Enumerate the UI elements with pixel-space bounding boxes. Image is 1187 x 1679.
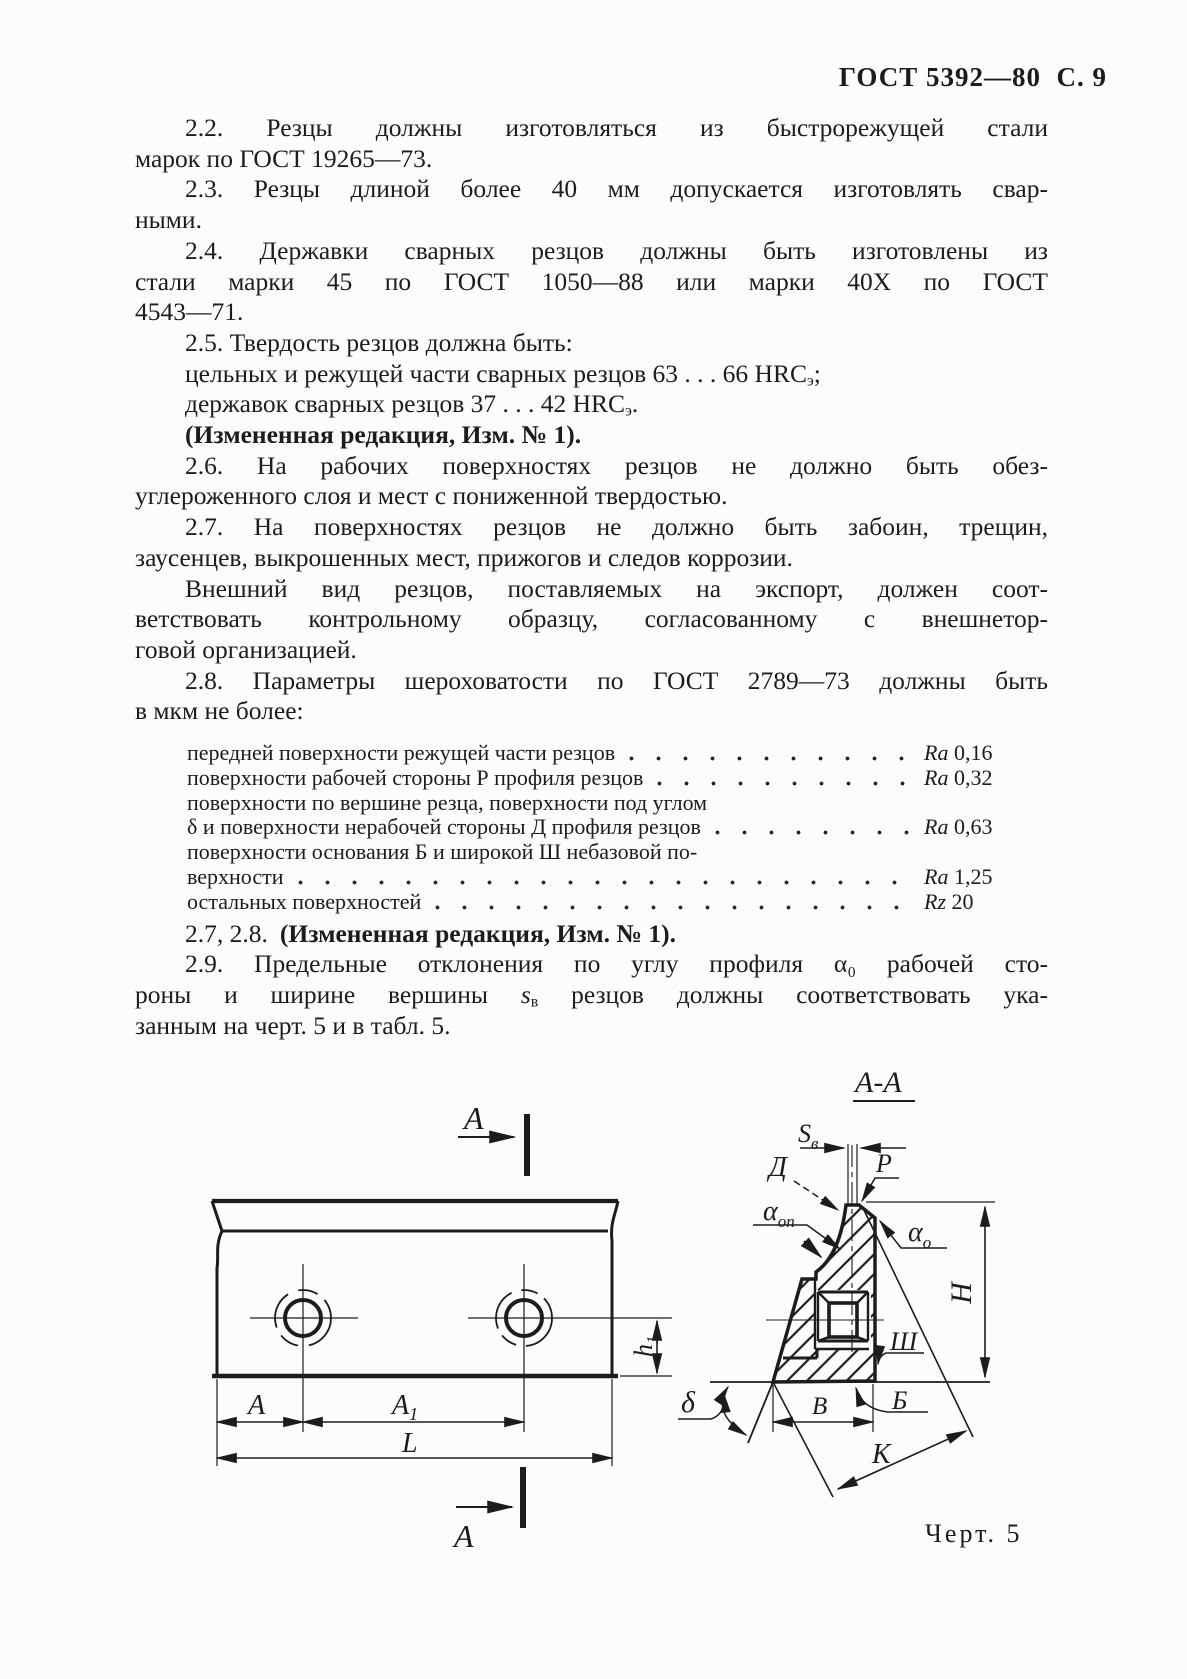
dot-leader	[657, 781, 914, 786]
paragraph-2-9-line: занным на черт. 5 и в табл. 5.	[135, 1010, 451, 1040]
leader-P	[862, 1178, 899, 1201]
plate-bevel-left	[212, 1201, 222, 1231]
roughness-list	[135, 741, 1048, 915]
paragraph-2-5-line: 2.5. Твердость резцов должна быть:	[185, 327, 573, 357]
paragraph-2-7-line: заусенцев, выкрошенных мест, прижогов и следов коррозии.	[135, 542, 793, 572]
dot-leader	[629, 756, 914, 761]
page-header: ГОСТ 5392—80 С. 9	[838, 62, 1107, 92]
dot-leader	[435, 905, 914, 910]
label-H: Н	[945, 1282, 978, 1304]
roughness-row: поверхности рабочей стороны Р профиля резцов Ra 0,32	[187, 764, 993, 790]
paragraph-2-7-line: говой организацией.	[135, 634, 357, 664]
paragraph-2-6-line: углероженного слоя и мест с пониженной твердостью.	[135, 481, 728, 511]
paragraph-2-2-line: 2.2. Резцы должны изготовляться из быстрорежущей стали	[185, 113, 1048, 142]
label-D: Д	[769, 1152, 787, 1183]
paragraph-2-7-line: 2.7. На поверхностях резцов не должно быть забоин, трещин,	[185, 512, 1048, 542]
hrc-subscript: э	[806, 372, 814, 390]
delta-angle-line	[748, 1382, 773, 1443]
paragraph-2-9-line: 2.9. Предельные отклонения по углу профиля α₀ рабочей сто-	[185, 949, 1048, 979]
label-Sh: Ш	[890, 1327, 918, 1356]
paragraph-2-2-line: марок по ГОСТ 19265—73.	[135, 143, 433, 173]
label-B-base: Б	[892, 1386, 908, 1415]
dim-K-line	[838, 1431, 966, 1489]
dim-h1-label: $h_1$	[629, 1335, 662, 1357]
delta-angle-arc	[722, 1387, 746, 1435]
label-delta: δ	[681, 1386, 695, 1419]
amendment-note: 2.7, 2.8. (Измененная редакция, Изм. № 1).	[185, 918, 676, 948]
roughness-row: поверхности по вершине резца, поверхности под углом	[187, 789, 708, 815]
dot-leader	[715, 830, 914, 835]
body-text	[135, 113, 1048, 1041]
leader-alpha-op	[753, 1225, 840, 1249]
paragraph-2-3-line: 2.3. Резцы длиной более 40 мм допускается изготовлять свар-	[185, 174, 1048, 204]
label-K: К	[872, 1439, 891, 1470]
dim-A-label: A	[248, 1390, 266, 1421]
label-Sv: $S_в$	[798, 1119, 819, 1153]
paragraph-2-5-line: цельных и режущей части сварных резцов 63 . . . 66 $HRC_э$;	[185, 358, 821, 390]
label-V: В	[812, 1393, 828, 1420]
section-letter-bottom: A	[454, 1518, 474, 1554]
roughness-row: δ и поверхности нерабочей стороны Д профиля резцов Ra 0,63	[187, 814, 993, 840]
roughness-row: верхности Ra 1,25	[187, 864, 993, 890]
clause-numbers: 2.7, 2.8.	[185, 918, 268, 948]
paragraph-2-4-line: 4543—71.	[135, 297, 244, 327]
dim-A1-label: $A_1$	[392, 1390, 419, 1424]
paragraph-2-5-line: державок сварных резцов 37 . . . 42 $HRC_э$.	[185, 389, 639, 420]
figure-caption: Черт. 5	[925, 1519, 1023, 1548]
left-view-plate	[212, 1114, 672, 1528]
paragraph-2-8-line: 2.8. Параметры шероховатости по ГОСТ 2789—73 должны быть	[185, 665, 1048, 695]
paragraph-2-8-line: в мкм не более:	[135, 696, 304, 726]
label-alpha-o: $\alpha_о$	[908, 1217, 932, 1252]
dim-L-label: L	[402, 1428, 418, 1459]
paragraph-2-4-line: стали марки 45 по ГОСТ 1050—88 или марки 40Х по ГОСТ	[135, 266, 1048, 296]
hardness-holder: державок сварных резцов 37 . . . 42 HRC	[185, 389, 626, 419]
paragraph-2-4-line: 2.4. Державки сварных резцов должны быть изготовлены из	[185, 235, 1048, 265]
plate-left-edge	[217, 1231, 222, 1376]
label-alpha-op: $\alpha_{оп}$	[763, 1196, 795, 1231]
section-title: А-А	[855, 1066, 902, 1099]
roughness-row: остальных поверхностей Rz 20	[187, 888, 974, 914]
plate-right-crook	[612, 1201, 618, 1241]
leader-alpha-op-arrow	[804, 1241, 821, 1257]
hardness-solid: цельных и режущей части сварных резцов 63 . . . 66 HRC	[185, 358, 807, 388]
roughness-row: передней поверхности режущей части резцов Ra 0,16	[187, 740, 993, 766]
paragraph-2-3-line: ными.	[135, 205, 202, 235]
section-view	[678, 1144, 995, 1497]
amendment-note: (Измененная редакция, Изм. № 1).	[185, 420, 582, 450]
section-letter-top: A	[464, 1100, 484, 1136]
hrc-subscript: э	[625, 402, 632, 420]
roughness-row: поверхности основания Б и широкой Ш небазовой по-	[187, 839, 698, 865]
label-P: Р	[876, 1149, 892, 1178]
dot-leader	[298, 880, 915, 885]
figure-chert-5	[0, 1030, 1187, 1675]
paragraph-2-7-line: ветствовать контрольному образцу, согласованному с внешнетор-	[135, 604, 1048, 634]
paragraph-2-7-line: Внешний вид резцов, поставляемых на экспорт, должен соот-	[185, 573, 1048, 603]
leader-D	[794, 1181, 838, 1210]
paragraph-2-9-line: роны и ширине вершины $s_в$ резцов должны соответствовать ука-	[135, 980, 1048, 1011]
paragraph-2-6-line: 2.6. На рабочих поверхностях резцов не должно быть обез-	[185, 450, 1048, 480]
